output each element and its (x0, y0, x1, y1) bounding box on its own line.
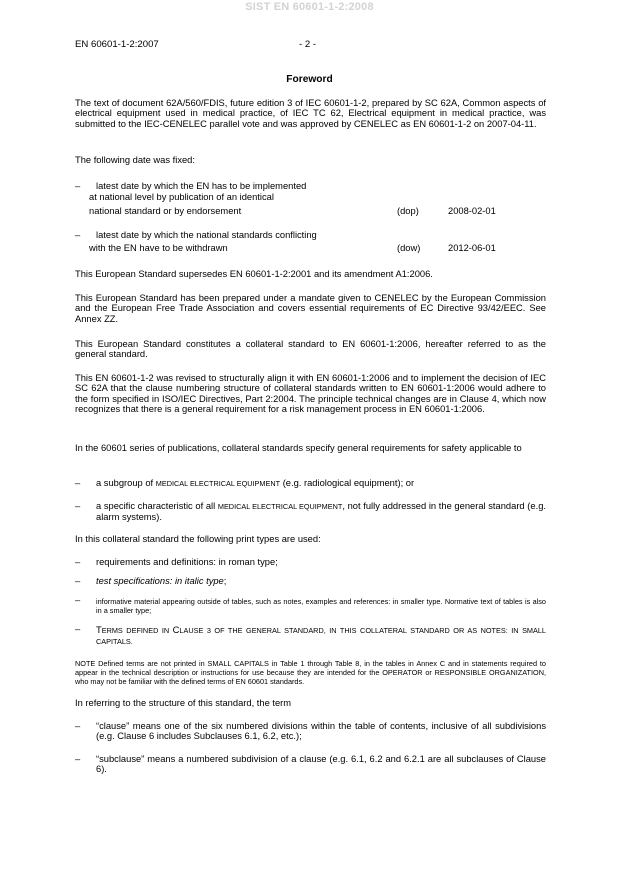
date-value-dop: 2008-02-01 (448, 206, 496, 216)
page-number: - 2 - (299, 39, 317, 50)
date-item-dow-line2: with the EN have to be withdrawn (89, 243, 228, 253)
list-dash: – (75, 181, 81, 191)
date-code-dop: (dop) (397, 206, 419, 216)
paragraph-series: In the 60601 series of publications, collateral standards specify general requirements for safety applicable to (75, 443, 522, 453)
list-item: a subgroup of MEDICAL ELECTRICAL EQUIPMENT (e.g. radiological equipment); or (96, 478, 415, 488)
list-item: TERMS DEFINED IN CLAUSE 3 OF THE GENERAL STANDARD, IN THIS COLLATERAL STANDARD OR AS NOTES: IN SMALL CAPITALS. (96, 625, 546, 646)
list-item: informative material appearing outside of tables, such as notes, examples and references: in smaller type. Normative text of tables is also in a smaller type; (96, 597, 546, 615)
document-id: EN 60601-1-2:2007 (75, 39, 159, 50)
date-value-dow: 2012-06-01 (448, 243, 496, 253)
paragraph-structure: In referring to the structure of this standard, the term (75, 698, 292, 708)
date-item-dow-line1: latest date by which the national standards conflicting (96, 230, 317, 240)
paragraph-intro: The text of document 62A/560/FDIS, future edition 3 of IEC 60601-1-2, prepared by SC 62A, Common aspects of electrical equipment used in medical practice, of IEC TC 62, Electrical equipment in medical practice, was submitted to the IEC-CENELEC parallel vote and was approved by CENELEC as EN 60601-1-2 on 2007-04-11. (75, 98, 546, 129)
watermark: SIST EN 60601-1-2:2008 (245, 1, 374, 13)
date-item-dop-line3: national standard or by endorsement (89, 206, 242, 216)
list-dash: – (75, 595, 81, 605)
list-item: “clause” means one of the six numbered divisions within the table of contents, inclusive of all subdivisions (e.g. Clause 6 includes Subclauses 6.1, 6.2, etc.); (96, 721, 546, 742)
list-dash: – (75, 557, 81, 567)
paragraph-date-fixed: The following date was fixed: (75, 155, 195, 165)
paragraph-print-types: In this collateral standard the following print types are used: (75, 534, 321, 544)
list-item: a specific characteristic of all MEDICAL ELECTRICAL EQUIPMENT, not fully addressed in the general standard (e.g. alarm systems). (96, 501, 546, 523)
list-dash: – (75, 230, 81, 240)
list-dash: – (75, 576, 81, 586)
list-dash: – (75, 754, 81, 764)
date-code-dow: (dow) (397, 243, 421, 253)
paragraph-collateral: This European Standard constitutes a collateral standard to EN 60601-1:2006, hereafter referred to as the general standard. (75, 339, 546, 360)
paragraph-supersedes: This European Standard supersedes EN 60601-1-2:2001 and its amendment A1:2006. (75, 269, 433, 279)
list-dash: – (75, 624, 81, 634)
list-item: “subclause” means a numbered subdivision of a clause (e.g. 6.1, 6.2 and 6.2.1 are all subclauses of Clause 6). (96, 754, 546, 775)
list-dash: – (75, 721, 81, 731)
list-dash: – (75, 501, 81, 511)
list-item: test specifications: in italic type; (96, 576, 227, 586)
list-dash: – (75, 478, 81, 488)
date-item-dop-line1: latest date by which the EN has to be implemented (96, 181, 307, 191)
paragraph-revision: This EN 60601-1-2 was revised to structurally align it with EN 60601-1:2006 and to implement the decision of IEC SC 62A that the clause numbering structure of collateral standards written to EN 60601-1:2006 would adhere to the form specified in ISO/IEC Directives, Part 2:2004. The principle technical changes are in Clause 4, which now recognizes that there is a general requirement for a risk management process in EN 60601-1:2006. (75, 373, 546, 415)
paragraph-mandate: This European Standard has been prepared under a mandate given to CENELEC by the European Commission and the European Free Trade Association and covers essential requirements of EC Directive 93/42/EEC. See Annex ZZ. (75, 293, 546, 324)
date-item-dop-line2: at national level by publication of an identical (89, 192, 274, 202)
page-title: Foreword (286, 74, 333, 85)
note: NOTE Defined terms are not printed in SMALL CAPITALS in Table 1 through Table 8, in the tables in Annex C and in statements required to appear in the technical description or instructions for use because they are intended for the OPERATOR or RESPONSIBLE ORGANIZATION, who may not be familiar with the defined terms of EN 60601 standards. (75, 659, 546, 686)
list-item: requirements and definitions: in roman type; (96, 557, 278, 567)
